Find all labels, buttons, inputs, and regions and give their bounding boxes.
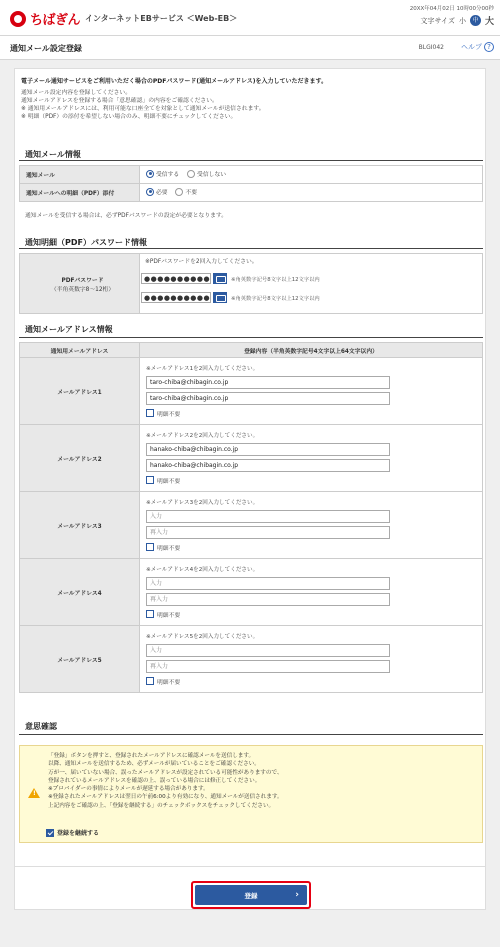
pdf-password-label: PDFパスワード [61, 277, 104, 284]
radio-empty-icon [187, 170, 195, 178]
pdf-required-label: 必要 [156, 190, 168, 197]
address-note: ※メールアドレス3を2回入力してください。 [146, 500, 259, 506]
app-header [0, 0, 500, 36]
intro-heading: 電子メール通知サービスをご利用いただく場合のPDFパスワード(通知メールアドレス)を入力していただきます。 [21, 78, 328, 85]
address-cell [140, 425, 483, 492]
continue-registration-checkbox[interactable] [46, 828, 99, 837]
bottom-divider [15, 866, 485, 867]
no-statement-checkbox[interactable] [146, 408, 476, 418]
pdf-required-radio[interactable] [146, 187, 168, 196]
service-title: インターネットEBサービス ＜Web-EB＞ [85, 14, 238, 23]
no-statement-label: 明細不要 [157, 478, 181, 485]
receive-label: 受信する [156, 172, 180, 179]
register-button[interactable] [195, 885, 307, 905]
help-link[interactable] [461, 42, 494, 52]
confirm-text [48, 752, 283, 810]
checkbox-empty-icon [146, 476, 154, 484]
intro-line: ※ 通知用メールアドレスには、利用可能な口座全てを対象として通知メールが送信されます。 [21, 106, 265, 112]
help-label: ヘルプ [461, 43, 482, 51]
intro-text [21, 89, 265, 121]
font-size-small-button[interactable]: 小 [458, 16, 466, 25]
page-head [0, 36, 500, 60]
no-receive-radio[interactable] [187, 169, 226, 178]
address-confirm-input[interactable]: 再入力 [146, 593, 390, 606]
software-keyboard-icon[interactable] [213, 292, 227, 303]
no-statement-label: 明細不要 [157, 679, 181, 686]
pdf-password-hint: ※角英数字記号8文字以上12文字以内 [231, 276, 320, 283]
continue-registration-label: 登録を継続する [57, 830, 100, 837]
logo-mark-icon [10, 11, 26, 27]
checkbox-empty-icon [146, 409, 154, 417]
screen-id: BLGI042 [418, 44, 444, 51]
radio-empty-icon [175, 188, 183, 196]
confirm-line: ※登録されたメールアドレスは翌日の午前6:00より有効になり、通知メールが送信されます。 [48, 794, 283, 801]
notify-note: 通知メールを受信する場合は、必ずPDFパスワードの設定が必要となります。 [25, 213, 228, 219]
font-size-medium-button[interactable]: 中 [470, 15, 481, 26]
confirm-line: 万が一、届いていない場合、誤ったメールアドレスが設定されている可能性がありますので、 [48, 769, 283, 776]
notify-mail-options [140, 166, 483, 184]
confirm-notice-box [19, 745, 483, 843]
address-row [20, 358, 483, 425]
address-input[interactable]: 入力 [146, 510, 390, 523]
pdf-attach-label: 通知メールへの明細（PDF）添付 [20, 184, 140, 202]
notify-section-title: 通知メール情報 [25, 150, 81, 159]
pdf-password-confirm-input[interactable]: ●●●●●●●●●● [141, 292, 211, 303]
checkbox-empty-icon [146, 677, 154, 685]
checkbox-empty-icon [146, 543, 154, 551]
pdf-attach-options [140, 184, 483, 202]
pdf-password-label-cell [20, 254, 140, 314]
address-label: メールアドレス3 [20, 492, 140, 559]
section-divider [19, 337, 483, 338]
software-keyboard-icon[interactable] [213, 273, 227, 284]
no-statement-label: 明細不要 [157, 545, 181, 552]
pdf-not-required-label: 不要 [185, 190, 198, 197]
notify-table [19, 165, 483, 202]
no-receive-label: 受信しない [197, 172, 227, 179]
address-cell [140, 626, 483, 693]
font-size-label: 文字サイズ [420, 16, 455, 25]
no-statement-checkbox[interactable] [146, 542, 476, 552]
confirm-line: 上記内容をご確認の上、「登録を継続する」のチェックボックスをチェックしてください。 [48, 802, 275, 809]
pdf-password-section-title: 通知明細（PDF）パスワード情報 [25, 238, 147, 247]
pdf-not-required-radio[interactable] [175, 187, 197, 196]
section-divider [19, 248, 483, 249]
pdf-password-sublabel: （半角英数字8～12桁） [50, 286, 115, 293]
no-statement-label: 明細不要 [157, 612, 181, 619]
address-confirm-input[interactable]: hanako-chiba@chibagin.co.jp [146, 459, 390, 472]
address-row [20, 492, 483, 559]
address-note: ※メールアドレス5を2回入力してください。 [146, 634, 259, 640]
current-datetime: 20XX年04月02日 10時00分00秒 [409, 6, 494, 12]
warning-icon: ! [28, 788, 40, 798]
pdf-password-note: ※PDFパスワードを2回入力してください。 [145, 259, 258, 265]
chevron-right-icon: › [295, 890, 299, 900]
receive-radio[interactable] [146, 169, 179, 178]
confirm-line: 登録されているメールアドレスを確認の上、誤っている場合には修正してください。 [48, 777, 261, 784]
address-table [19, 342, 483, 693]
font-size-large-button[interactable]: 大 [484, 17, 494, 27]
address-row [20, 559, 483, 626]
address-input[interactable]: taro-chiba@chibagin.co.jp [146, 376, 390, 389]
no-statement-checkbox[interactable] [146, 475, 476, 485]
address-label: メールアドレス5 [20, 626, 140, 693]
help-question-icon: ? [484, 42, 494, 52]
checkbox-checked-icon [46, 829, 54, 837]
logo-text: ちばぎん [30, 13, 81, 28]
confirm-line: 以降、通知メールを送信するため、必ずメールが届いていることをご確認ください。 [48, 761, 260, 768]
page-title: 通知メール設定登録 [10, 44, 82, 53]
font-size-switcher [421, 14, 494, 27]
address-confirm-input[interactable]: taro-chiba@chibagin.co.jp [146, 392, 390, 405]
section-divider [19, 734, 483, 735]
address-section-title: 通知メールアドレス情報 [25, 325, 113, 334]
address-note: ※メールアドレス4を2回入力してください。 [146, 567, 259, 573]
register-label: 登録 [244, 891, 258, 900]
address-note: ※メールアドレス1を2回入力してください。 [146, 366, 259, 372]
address-row [20, 425, 483, 492]
no-statement-checkbox[interactable] [146, 609, 476, 619]
address-confirm-input[interactable]: 再入力 [146, 660, 390, 673]
no-statement-checkbox[interactable] [146, 676, 476, 686]
address-label: メールアドレス2 [20, 425, 140, 492]
content-col-header: 登録内容（半角英数字記号4文字以上64文字以内） [140, 343, 483, 358]
confirm-line: 「登録」ボタンを押すと、登録されたメールアドレスに確認メールを送信します。 [48, 753, 255, 759]
main-panel [14, 68, 486, 910]
radio-selected-icon [146, 170, 154, 178]
address-label: メールアドレス1 [20, 358, 140, 425]
notify-mail-label: 通知メール [20, 166, 140, 184]
pdf-password-input[interactable]: ●●●●●●●●●● [141, 273, 211, 284]
intro-line: ※ 明細（PDF）の添付を希望しない場合のみ、明細不要にチェックしてください。 [21, 114, 237, 120]
submit-button-highlight [191, 881, 311, 909]
address-cell [140, 358, 483, 425]
pdf-password-row-1 [141, 273, 320, 284]
address-input[interactable]: hanako-chiba@chibagin.co.jp [146, 443, 390, 456]
radio-selected-icon [146, 188, 154, 196]
address-input[interactable]: 入力 [146, 644, 390, 657]
section-divider [19, 160, 483, 161]
confirm-line: ※プロバイダーの事情によりメールが遅延する場合があります。 [48, 786, 209, 793]
pdf-password-hint: ※角英数字記号8文字以上12文字以内 [231, 295, 320, 302]
intro-line: 通知メール設定内容を登録してください。 [21, 90, 132, 96]
address-row [20, 626, 483, 693]
address-confirm-input[interactable]: 再入力 [146, 526, 390, 539]
address-cell [140, 559, 483, 626]
address-col-header: 通知用メールアドレス [20, 343, 140, 358]
bank-logo[interactable] [10, 9, 80, 28]
no-statement-label: 明細不要 [157, 411, 181, 418]
intro-line: 通知メールアドレスを登録する場合「意思確認」の内容をご確認ください。 [21, 98, 218, 104]
address-label: メールアドレス4 [20, 559, 140, 626]
address-input[interactable]: 入力 [146, 577, 390, 590]
pdf-password-row-2 [141, 292, 320, 303]
address-cell [140, 492, 483, 559]
checkbox-empty-icon [146, 610, 154, 618]
address-note: ※メールアドレス2を2回入力してください。 [146, 433, 259, 439]
confirm-section-title: 意思確認 [25, 722, 57, 731]
